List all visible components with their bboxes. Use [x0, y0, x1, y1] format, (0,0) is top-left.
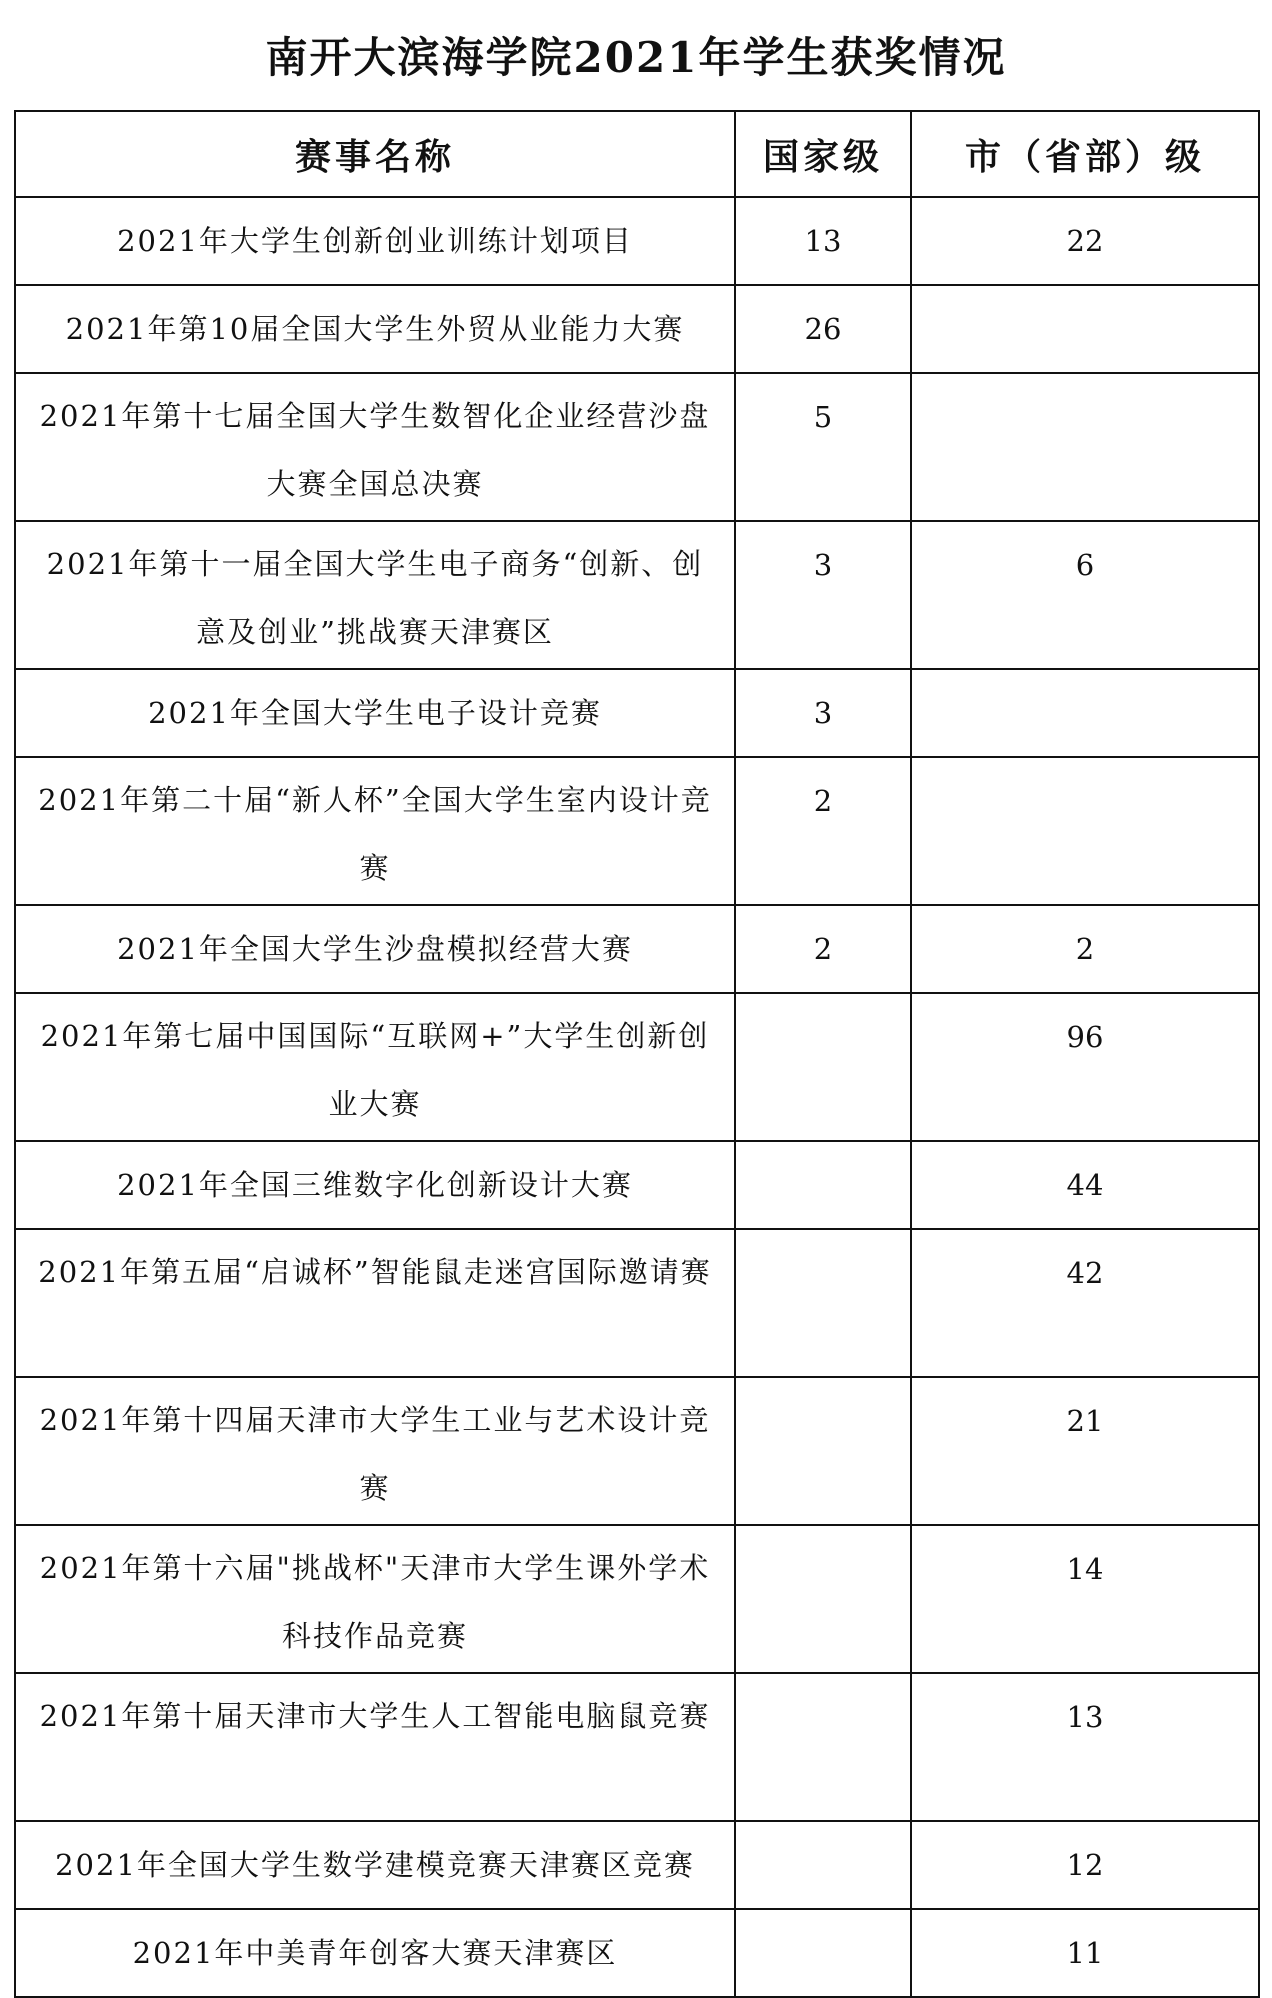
city-count-cell: 11 — [911, 1909, 1259, 1997]
national-count-cell: 26 — [735, 285, 911, 373]
event-name-cell: 2021年第十六届"挑战杯"天津市大学生课外学术科技作品竞赛 — [15, 1525, 735, 1673]
event-name-cell: 2021年第十七届全国大学生数智化企业经营沙盘大赛全国总决赛 — [15, 373, 735, 521]
header-national-level: 国家级 — [735, 111, 911, 197]
city-count-cell: 2 — [911, 905, 1259, 993]
city-count-cell — [911, 285, 1259, 373]
table-row — [15, 1141, 1259, 1229]
table-row — [15, 285, 1259, 373]
table-row — [15, 1377, 1259, 1525]
table-row — [15, 1229, 1259, 1377]
table-row — [15, 993, 1259, 1141]
table-row — [15, 905, 1259, 993]
event-name-cell: 2021年全国大学生沙盘模拟经营大赛 — [15, 905, 735, 993]
national-count-cell — [735, 993, 911, 1141]
table-header-row — [15, 111, 1259, 197]
table-row — [15, 1525, 1259, 1673]
city-count-cell: 42 — [911, 1229, 1259, 1377]
city-count-cell: 22 — [911, 197, 1259, 285]
event-name-cell: 2021年第十四届天津市大学生工业与艺术设计竞赛 — [15, 1377, 735, 1525]
national-count-cell — [735, 1821, 911, 1909]
national-count-cell — [735, 1525, 911, 1673]
event-name-cell: 2021年第七届中国国际“互联网+”大学生创新创业大赛 — [15, 993, 735, 1141]
event-name-cell: 2021年全国三维数字化创新设计大赛 — [15, 1141, 735, 1229]
national-count-cell: 2 — [735, 757, 911, 905]
event-name-cell: 2021年第十届天津市大学生人工智能电脑鼠竞赛 — [15, 1673, 735, 1821]
city-count-cell: 21 — [911, 1377, 1259, 1525]
national-count-cell — [735, 1141, 911, 1229]
national-count-cell — [735, 1673, 911, 1821]
city-count-cell: 12 — [911, 1821, 1259, 1909]
table-body — [15, 197, 1259, 1997]
header-event-name: 赛事名称 — [15, 111, 735, 197]
event-name-cell: 2021年第二十届“新人杯”全国大学生室内设计竞赛 — [15, 757, 735, 905]
city-count-cell — [911, 757, 1259, 905]
event-name-cell: 2021年中美青年创客大赛天津赛区 — [15, 1909, 735, 1997]
event-name-cell: 2021年全国大学生电子设计竞赛 — [15, 669, 735, 757]
event-name-cell: 2021年第10届全国大学生外贸从业能力大赛 — [15, 285, 735, 373]
table-row — [15, 521, 1259, 669]
table-row — [15, 1909, 1259, 1997]
city-count-cell: 6 — [911, 521, 1259, 669]
table-row — [15, 373, 1259, 521]
national-count-cell — [735, 1229, 911, 1377]
national-count-cell: 2 — [735, 905, 911, 993]
table-row — [15, 1821, 1259, 1909]
city-count-cell — [911, 669, 1259, 757]
event-name-cell: 2021年大学生创新创业训练计划项目 — [15, 197, 735, 285]
table-row — [15, 669, 1259, 757]
national-count-cell: 5 — [735, 373, 911, 521]
page-title: 南开大滨海学院2021年学生获奖情况 — [265, 33, 1007, 82]
event-name-cell: 2021年第十一届全国大学生电子商务“创新、创意及创业”挑战赛天津赛区 — [15, 521, 735, 669]
national-count-cell: 13 — [735, 197, 911, 285]
header-city-level: 市（省部）级 — [911, 111, 1259, 197]
national-count-cell: 3 — [735, 669, 911, 757]
event-name-cell: 2021年全国大学生数学建模竞赛天津赛区竞赛 — [15, 1821, 735, 1909]
awards-table — [14, 110, 1260, 1998]
table-row — [15, 1673, 1259, 1821]
table-row — [15, 757, 1259, 905]
table-row — [15, 197, 1259, 285]
city-count-cell: 44 — [911, 1141, 1259, 1229]
city-count-cell — [911, 373, 1259, 521]
city-count-cell: 14 — [911, 1525, 1259, 1673]
national-count-cell — [735, 1909, 911, 1997]
city-count-cell: 13 — [911, 1673, 1259, 1821]
national-count-cell: 3 — [735, 521, 911, 669]
event-name-cell: 2021年第五届“启诚杯”智能鼠走迷宫国际邀请赛 — [15, 1229, 735, 1377]
city-count-cell: 96 — [911, 993, 1259, 1141]
national-count-cell — [735, 1377, 911, 1525]
